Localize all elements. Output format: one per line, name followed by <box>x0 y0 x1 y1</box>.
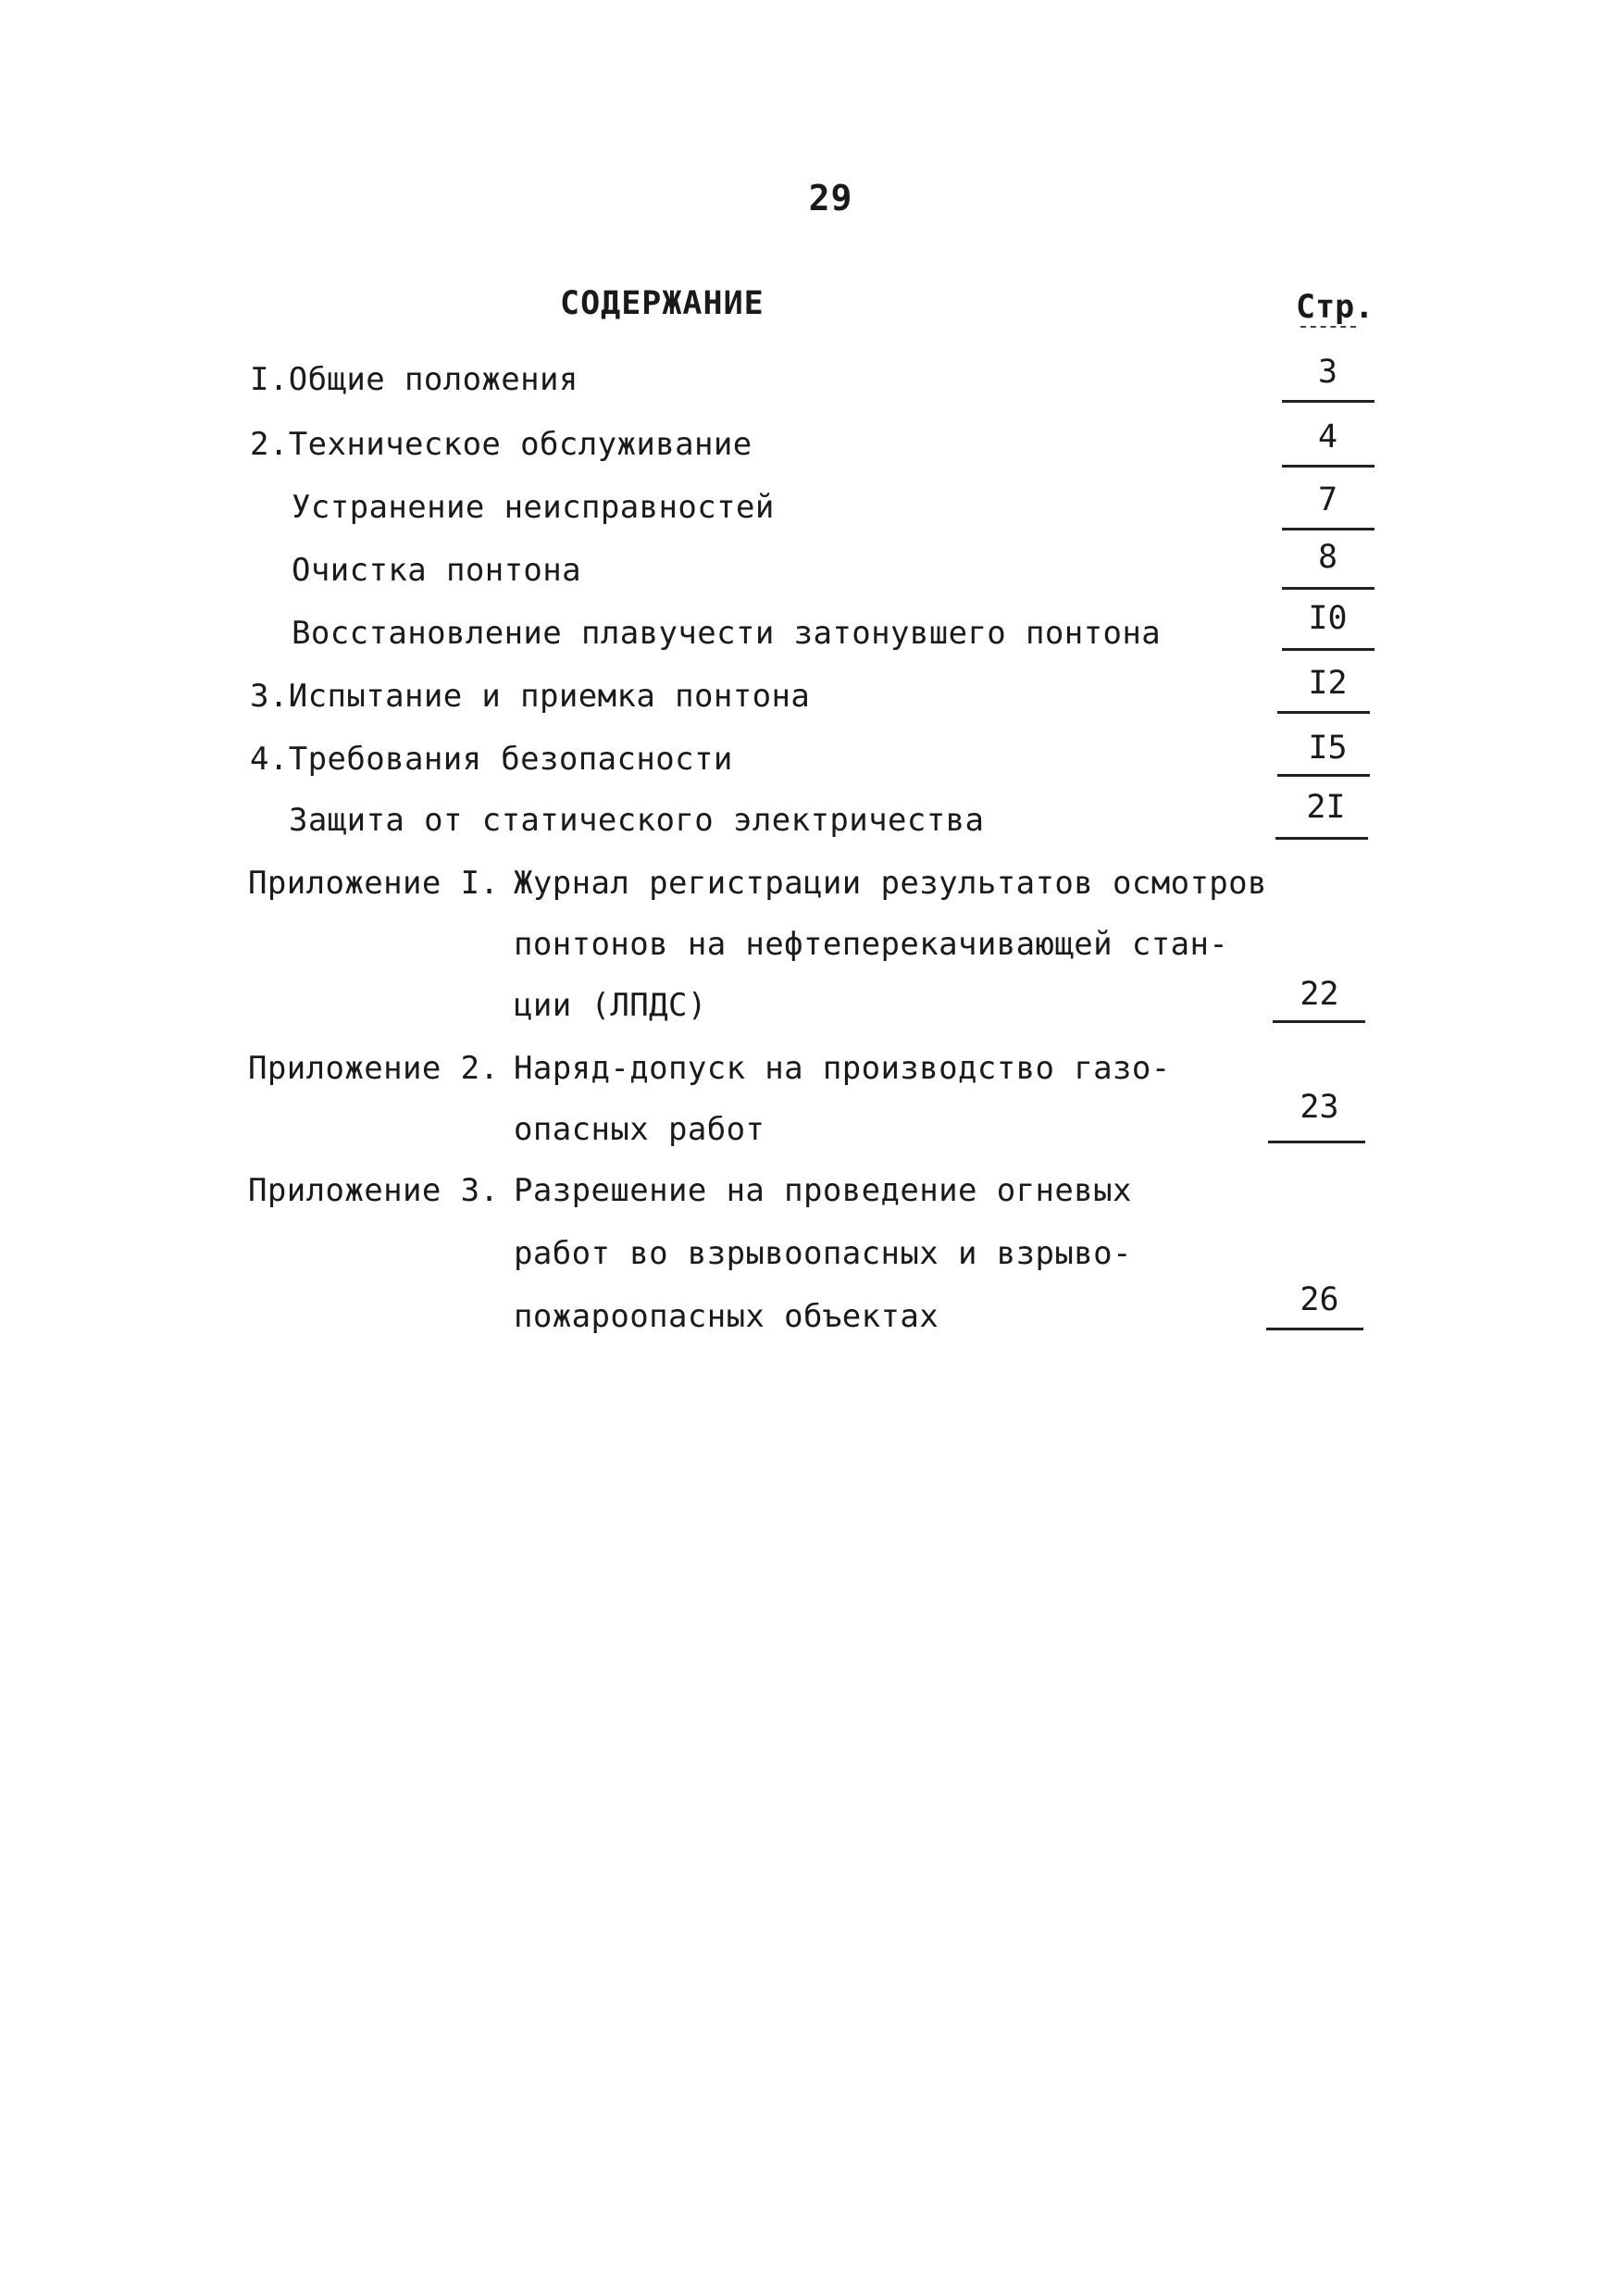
page-underline <box>1277 774 1370 777</box>
appendix-3-line-2: работ во взрывоопасных и взрыво- <box>514 1235 1132 1272</box>
toc-entry-1-page: 3 <box>1317 354 1338 391</box>
toc-entry-6-page: I2 <box>1308 665 1348 702</box>
appendix-3-line-3: пожароопасных объектах <box>514 1298 939 1335</box>
appendix-1-line-2: понтонов на нефтеперекачивающей стан- <box>514 926 1229 963</box>
appendix-3-label: Приложение 3. <box>248 1172 500 1209</box>
toc-entry-8: Защита от статического электричества <box>289 802 985 839</box>
page-underline <box>1273 1020 1365 1023</box>
page-underline <box>1282 465 1374 468</box>
toc-entry-7: 4.Требования безопасности <box>250 741 733 778</box>
appendix-1-label: Приложение I. <box>248 865 500 902</box>
toc-entry-8-page: 2I <box>1306 789 1346 826</box>
header-divider <box>1300 326 1356 328</box>
appendix-2-label: Приложение 2. <box>248 1050 500 1087</box>
toc-entry-3: Устранение неисправностей <box>292 489 775 526</box>
toc-entry-4-page: 8 <box>1317 539 1338 576</box>
pages-column-header: Стр. <box>1296 289 1374 326</box>
page-underline <box>1282 400 1374 403</box>
toc-entry-4: Очистка понтона <box>292 552 582 589</box>
appendix-2-page: 23 <box>1300 1089 1339 1126</box>
toc-entry-3-page: 7 <box>1317 481 1338 518</box>
appendix-3-line-1: Разрешение на проведение огневых <box>514 1172 1132 1209</box>
page-underline <box>1282 648 1374 651</box>
appendix-1-line-3: ции (ЛПДС) <box>514 987 707 1024</box>
page-underline <box>1282 587 1374 590</box>
toc-entry-7-page: I5 <box>1308 730 1348 767</box>
page-underline <box>1266 1328 1363 1330</box>
toc-entry-2: 2.Техническое обслуживание <box>250 426 753 463</box>
toc-entry-2-page: 4 <box>1317 418 1338 455</box>
page-underline <box>1275 837 1368 840</box>
toc-title: СОДЕРЖАНИЕ <box>560 285 765 322</box>
toc-entry-5-page: I0 <box>1308 600 1348 637</box>
toc-entry-5: Восстановление плавучести затонувшего понтона <box>292 615 1162 652</box>
page-underline <box>1282 528 1374 530</box>
page-underline <box>1268 1141 1365 1143</box>
page-underline <box>1277 711 1370 714</box>
appendix-2-line-1: Наряд-допуск на производство газо- <box>514 1050 1171 1087</box>
appendix-3-page: 26 <box>1300 1281 1339 1318</box>
appendix-2-line-2: опасных работ <box>514 1111 765 1148</box>
toc-entry-1: I.Общие положения <box>250 361 578 398</box>
page-number: 29 <box>808 178 853 218</box>
toc-entry-6: 3.Испытание и приемка понтона <box>250 678 811 715</box>
appendix-1-page: 22 <box>1300 976 1339 1013</box>
appendix-1-line-1: Журнал регистрации результатов осмотров <box>514 865 1267 902</box>
